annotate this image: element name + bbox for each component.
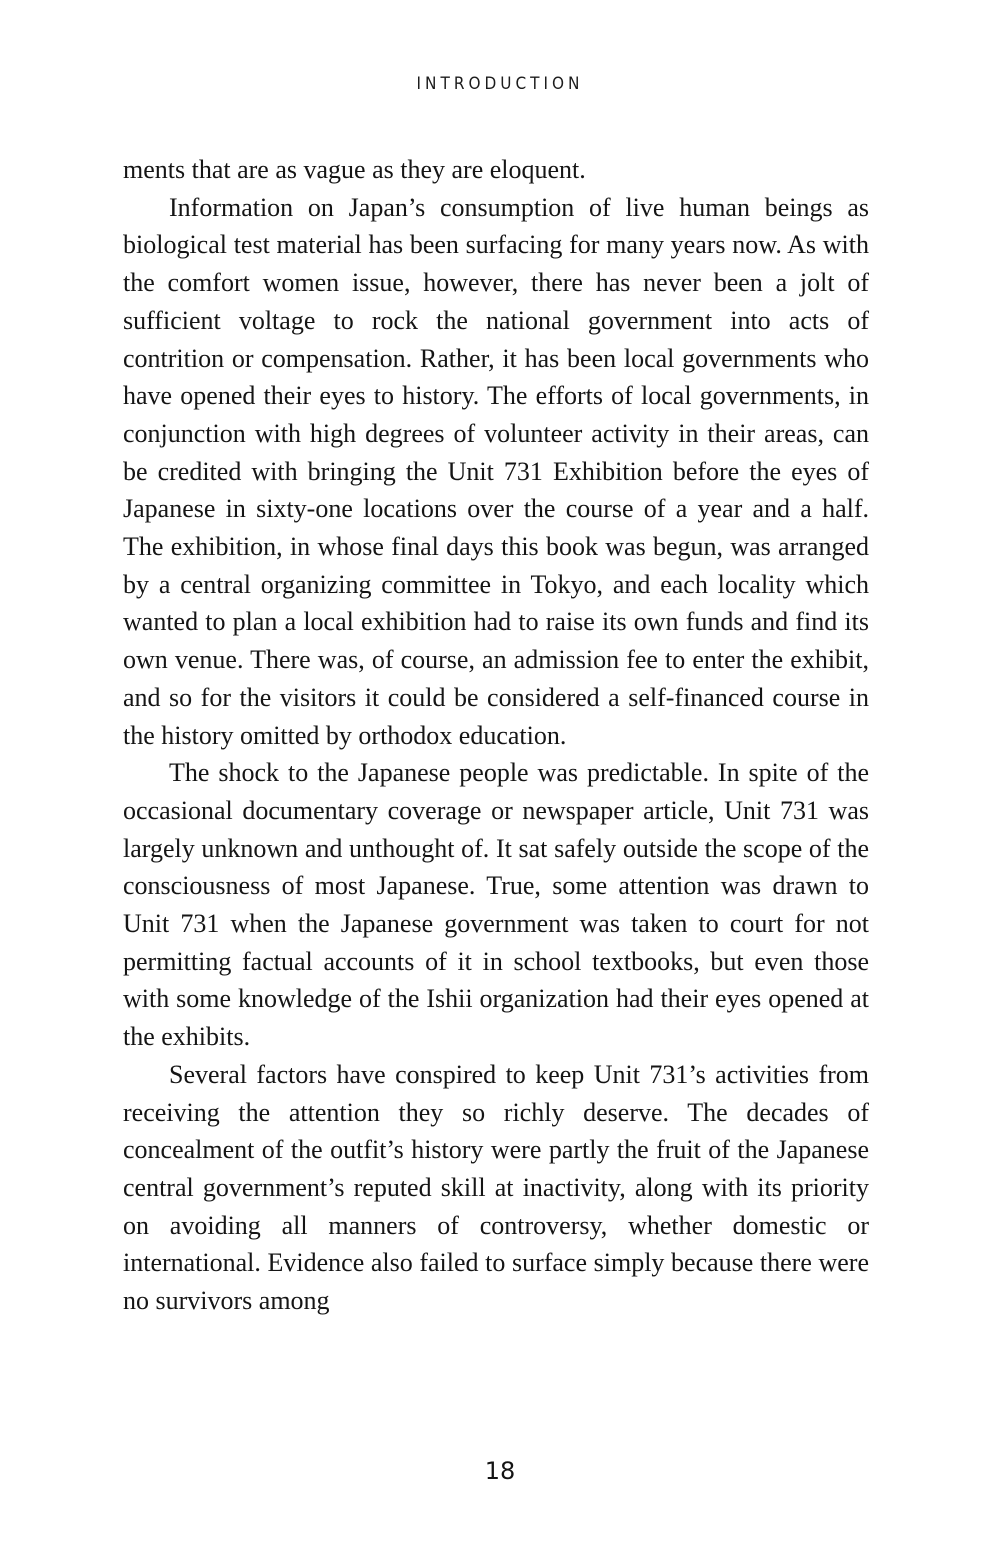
paragraph: Several factors have conspired to keep Unit 731’s activities from receiving the attention they so richly deserve. The decades of concealment of the outfit’s history were partly the fruit of the Japanese central government’s reputed skill at inactivity, along with its priority on avoiding all manners of controversy, whether domestic or international. Evidence also failed to surface simply because there were no survivors among: [123, 1059, 869, 1316]
paragraph: The shock to the Japanese people was predictable. In spite of the occasional documentary coverage or newspaper article, Unit 731 was largely unknown and unthought of. It sat safely outside the scope of the consciousness of most Japanese. True, some attention was drawn to Unit 731 when the Japanese government was taken to court for not permitting factual accounts of it in school textbooks, but even those with some knowledge of the Ishii organization had their eyes opened at the exhibits.: [123, 758, 869, 1052]
page-number: 18: [484, 1457, 516, 1485]
running-head: INTRODUCTION: [416, 74, 584, 94]
body-text: [123, 151, 869, 1320]
paragraph: Information on Japan’s consumption of live human beings as biological test material has been surfacing for many years now. As with the comfort women issue, however, there has never been a jolt of sufficient voltage to rock the national government into acts of contrition or compensation. Rather, it has been local governments who have opened their eyes to history. The efforts of local governments, in conjunction with high degrees of volunteer activity in their areas, can be credited with bringing the Unit 731 Exhibition before the eyes of Japanese in sixty-one locations over the course of a year and a half. The exhibition, in whose final days this book was begun, was arranged by a central organizing committee in Tokyo, and each locality which wanted to plan a local exhibition had to raise its own funds and find its own venue. There was, of course, an admission fee to enter the exhibit, and so for the visitors it could be considered a self-financed course in the history omitted by orthodox education.: [123, 192, 869, 750]
paragraph-continuation: ments that are as vague as they are eloquent.: [123, 155, 586, 184]
